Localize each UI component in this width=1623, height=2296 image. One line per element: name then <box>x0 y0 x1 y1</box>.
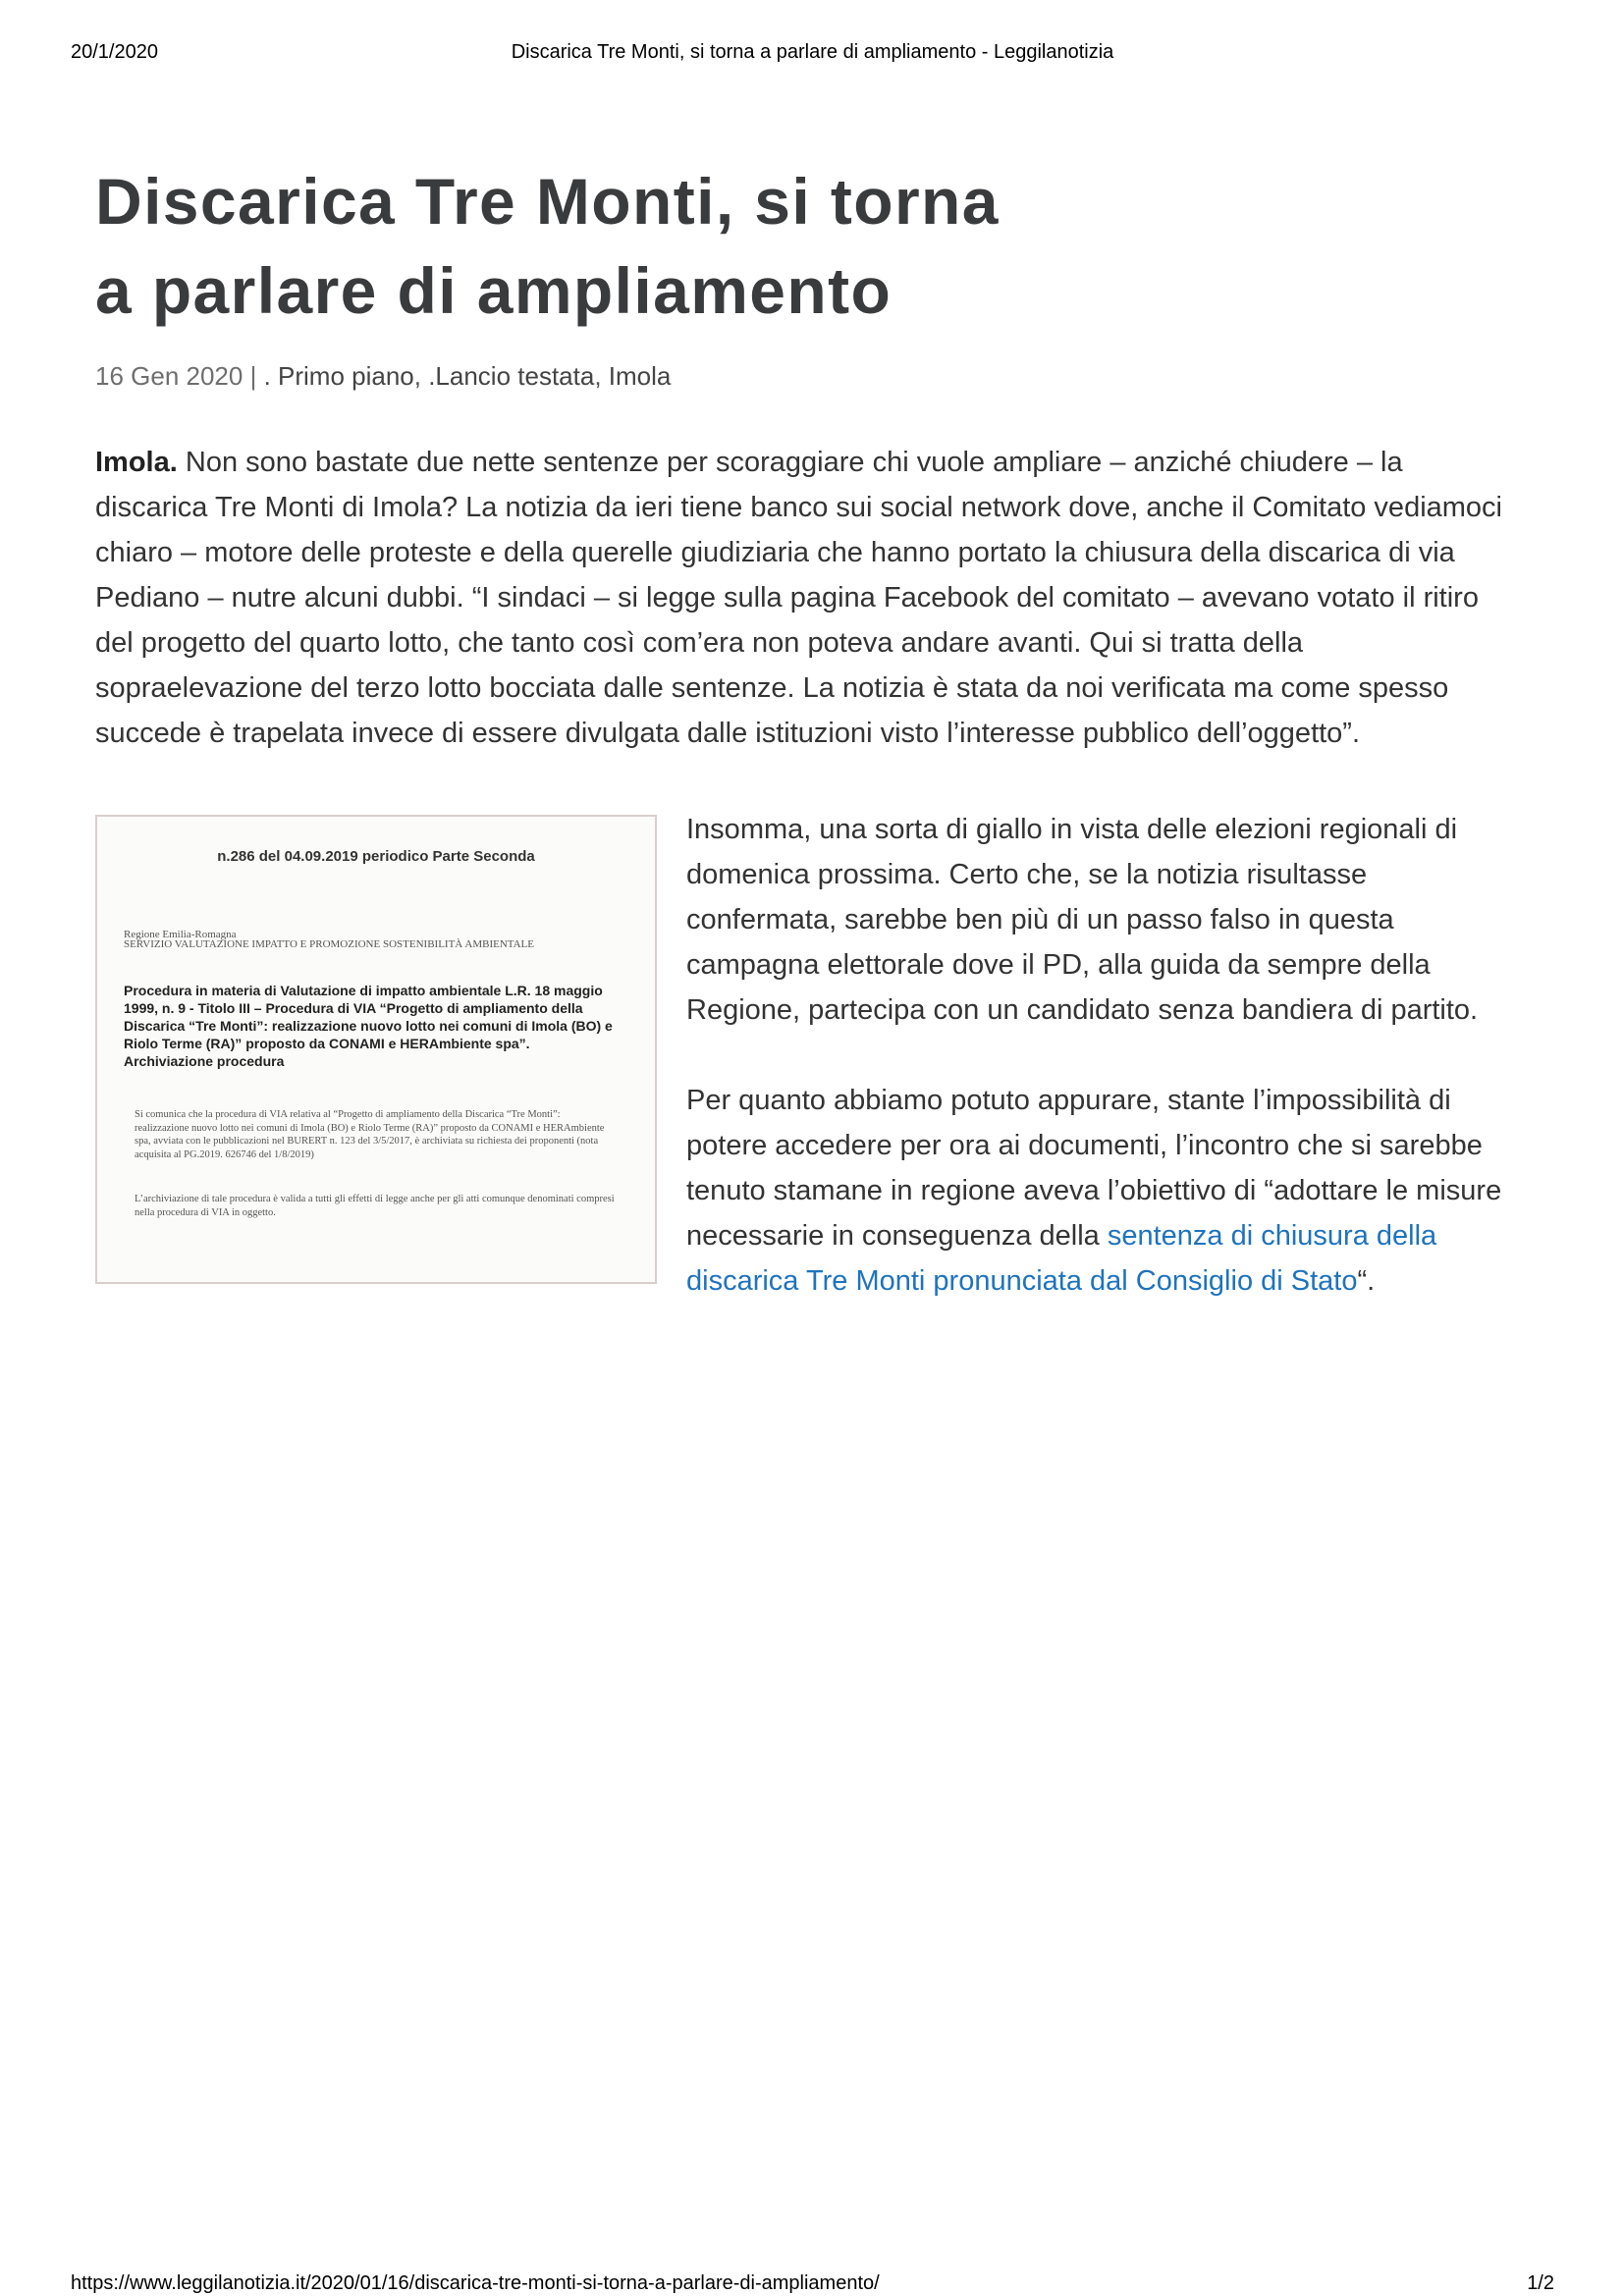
print-url: https://www.leggilanotizia.it/2020/01/16/discarica-tre-monti-si-torna-a-parlare-di-ampliamento/ <box>71 2272 880 2294</box>
print-page-number: 1/2 <box>1527 2272 1554 2294</box>
article-meta <box>95 359 1507 393</box>
lead-paragraph <box>95 440 1507 756</box>
sentenza-link[interactable]: sentenza di chiusura della discarica Tre Monti pronunciata dal Consiglio di Stato <box>686 1220 1437 1297</box>
print-page-title: Discarica Tre Monti, si torna a parlare di ampliamento - Leggilanotizia <box>511 41 1114 63</box>
paragraph-3-text: Per quanto abbiamo potuto appurare, stante l’impossibilità di potere accedere per ora ai documenti, l’incontro che si sarebbe tenuto stamane in regione aveva l’obiettivo di “adottare le misure necessarie in conseguenza della <box>686 1085 1502 1252</box>
meta-separator: | <box>243 361 264 391</box>
doc-image-header: n.286 del 04.09.2019 periodico Parte Seconda <box>217 848 535 865</box>
publish-date: 16 Gen 2020 <box>95 361 243 391</box>
category-comma: , <box>413 361 429 391</box>
category-link-imola[interactable]: Imola <box>608 361 672 391</box>
doc-image-service: SERVIZIO VALUTAZIONE IMPATTO E PROMOZIONE SOSTENIBILITÀ AMBIENTALE <box>124 938 534 950</box>
doc-image-notice-2: L’archiviazione di tale procedura è valida a tutti gli effetti di legge anche per gli atti comunque denominati compresi nella procedura di VIA in oggetto. <box>135 1194 615 1218</box>
category-comma: , <box>594 361 609 391</box>
figure-block <box>95 807 1507 1304</box>
print-date: 20/1/2020 <box>71 41 158 63</box>
paragraph-2: Insomma, una sorta di giallo in vista delle elezioni regionali di domenica prossima. Certo che, se la notizia risultasse confermata, sarebbe ben più di un passo falso in questa campagna elettorale dove il PD, alla guida da sempre della Regione, partecipa con un candidato senza bandiera di partito. <box>686 814 1479 1026</box>
doc-image-procedure: Procedura in materia di Valutazione di impatto ambientale L.R. 18 maggio 1999, n. 9 - Titolo III – Procedura di VIA “Progetto di ampliamento della Discarica “Tre Monti”: realizzazione nuovo lotto nei comuni di Imola (BO) e Riolo Terme (RA)” proposto da CONAMI e HERAmbiente spa”. Archiviazione procedura <box>124 983 613 1069</box>
lead-text: Non sono bastate due nette sentenze per scoraggiare chi vuole ampliare – anziché chiudere – la discarica Tre Monti di Imola? La notizia da ieri tiene banco sui social network dove, anche il Comitato vediamoci chiaro – motore delle proteste e della querelle giudiziaria che hanno portato la chiusura della discarica di via Pediano – nutre alcuni dubbi. “I sindaci – si legge sulla pagina Facebook del comitato – avevano votato il ritiro del progetto del quarto lotto, che tanto così com’era non poteva andare avanti. Qui si tratta della sopraelevazione del terzo lotto bocciata dalle sentenze. La notizia è stata da noi verificata ma come spesso succede è trapelata invece di essere divulgata dalle istituzioni visto l’interesse pubblico dell’oggetto”. <box>95 447 1502 749</box>
headline-line-2: a parlare di ampliamento <box>95 254 893 327</box>
category-link-primo-piano[interactable]: . Primo piano <box>263 361 414 391</box>
headline-line-1: Discarica Tre Monti, si torna <box>95 165 1000 238</box>
paragraph-3-end: “. <box>1357 1265 1376 1297</box>
article-headline <box>95 157 1175 336</box>
doc-image-region: Regione Emilia-Romagna <box>124 929 237 940</box>
doc-image-notice: Si comunica che la procedura di VIA relativa al “Progetto di ampliamento della Discarica “Tre Monti”: realizzazione nuovo lotto nei comuni di Imola (BO) e Riolo Terme (RA)” proposto da CONAMI e HERAmbiente spa, avviata con le pubblicazioni nel BURERT n. 123 del 3/5/2017, è archiviata su richiesta dei proponenti (nota acquisita al PG.2019. 626746 del 1/8/2019) <box>135 1109 605 1160</box>
category-link-lancio-testata[interactable]: .Lancio testata <box>428 361 595 391</box>
document-image[interactable] <box>95 815 657 1284</box>
lead-dateline: Imola. <box>95 447 178 478</box>
article <box>95 157 1507 1304</box>
